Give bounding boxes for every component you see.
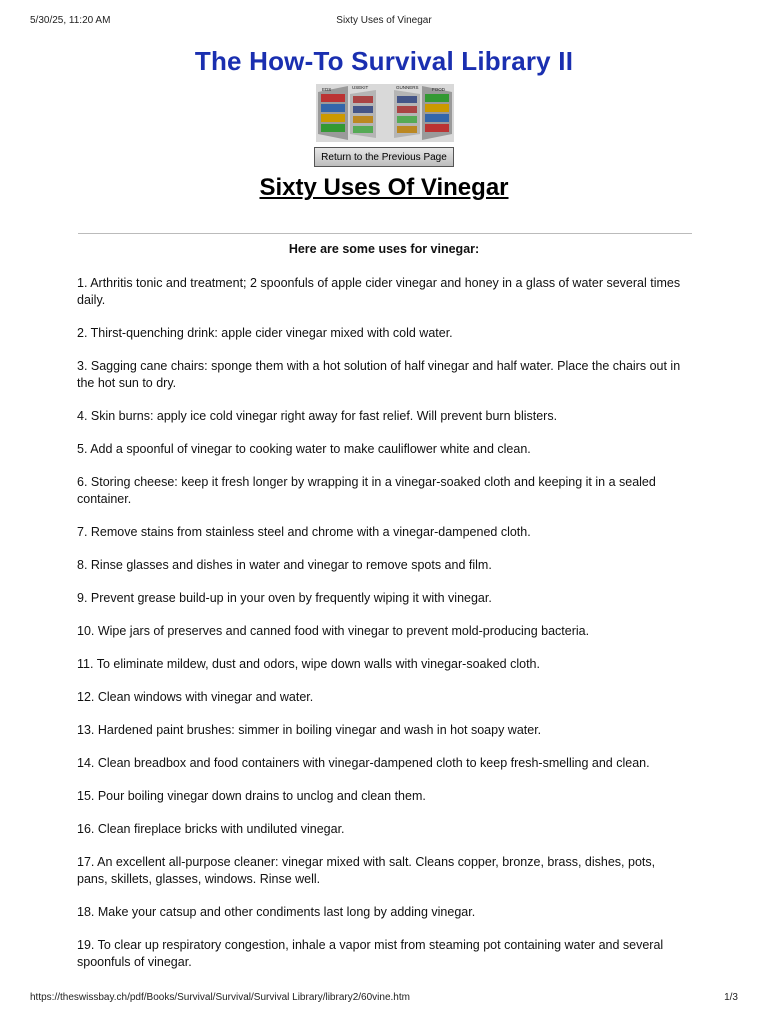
shelf-label-2: USEKIT bbox=[352, 85, 369, 90]
shelf-label-1: EDS bbox=[322, 87, 332, 92]
list-item: 9. Prevent grease build-up in your oven by frequently wiping it with vinegar. bbox=[77, 591, 492, 605]
list-item: 19. To clear up respiratory congestion, inhale a vapor mist from steaming pot containing water and several spoonfuls of vinegar. bbox=[77, 938, 664, 969]
print-url: https://theswissbay.ch/pdf/Books/Survival/Survival/Survival Library/library2/60vine.htm bbox=[30, 992, 410, 1003]
list-item: 11. To eliminate mildew, dust and odors, wipe down walls with vinegar-soaked cloth. bbox=[77, 657, 540, 671]
list-item: 4. Skin burns: apply ice cold vinegar right away for fast relief. Will prevent burn blisters. bbox=[77, 409, 558, 423]
page-heading: Sixty Uses Of Vinegar bbox=[259, 174, 509, 201]
print-page-title: Sixty Uses of Vinegar bbox=[336, 15, 432, 26]
list-item: 13. Hardened paint brushes: simmer in boiling vinegar and wash in hot soapy water. bbox=[77, 723, 542, 737]
list-item: 3. Sagging cane chairs: sponge them with a hot solution of half vinegar and half water. Place the chairs out in the hot sun to dry. bbox=[77, 359, 681, 390]
list-item: 5. Add a spoonful of vinegar to cooking water to make cauliflower white and clean. bbox=[77, 442, 531, 456]
return-previous-page-button[interactable]: Return to the Previous Page bbox=[314, 147, 454, 167]
list-item: 10. Wipe jars of preserves and canned food with vinegar to prevent mold-producing bacteria. bbox=[77, 624, 590, 638]
list-item: 15. Pour boiling vinegar down drains to unclog and clean them. bbox=[77, 789, 426, 803]
print-header bbox=[0, 15, 768, 29]
print-footer bbox=[0, 992, 768, 1006]
intro-text: Here are some uses for vinegar: bbox=[288, 242, 480, 256]
list-item: 6. Storing cheese: keep it fresh longer by wrapping it in a vinegar-soaked cloth and keeping it in a sealed container. bbox=[77, 475, 656, 506]
list-item: 14. Clean breadbox and food containers with vinegar-dampened cloth to keep fresh-smelling and clean. bbox=[77, 756, 650, 770]
shelf-label-4: FOOD bbox=[432, 87, 445, 92]
print-page-number: 1/3 bbox=[724, 992, 738, 1003]
horizontal-rule bbox=[78, 233, 692, 234]
list-item: 18. Make your catsup and other condiments last long by adding vinegar. bbox=[77, 905, 476, 919]
list-item: 1. Arthritis tonic and treatment; 2 spoonfuls of apple cider vinegar and honey in a glass of water several times daily. bbox=[77, 276, 681, 307]
list-item: 2. Thirst-quenching drink: apple cider vinegar mixed with cold water. bbox=[77, 326, 453, 340]
site-title: The How-To Survival Library II bbox=[194, 46, 574, 76]
vinegar-uses-list bbox=[77, 275, 689, 987]
right-bookshelf bbox=[394, 86, 452, 140]
list-item: 17. An excellent all-purpose cleaner: vinegar mixed with salt. Cleans copper, bronze, brass, dishes, pots, pans, skillets, glasses, windows. Rinse well. bbox=[77, 855, 656, 886]
list-item: 8. Rinse glasses and dishes in water and vinegar to remove spots and film. bbox=[77, 558, 492, 572]
shelf-label-3: GUNNERS bbox=[396, 85, 419, 90]
print-datetime: 5/30/25, 11:20 AM bbox=[30, 15, 111, 26]
library-shelves-image bbox=[316, 84, 454, 142]
list-item: 7. Remove stains from stainless steel and chrome with a vinegar-dampened cloth. bbox=[77, 525, 531, 539]
list-item: 16. Clean fireplace bricks with undiluted vinegar. bbox=[77, 822, 345, 836]
list-item: 12. Clean windows with vinegar and water. bbox=[77, 690, 314, 704]
left-bookshelf bbox=[318, 86, 376, 140]
